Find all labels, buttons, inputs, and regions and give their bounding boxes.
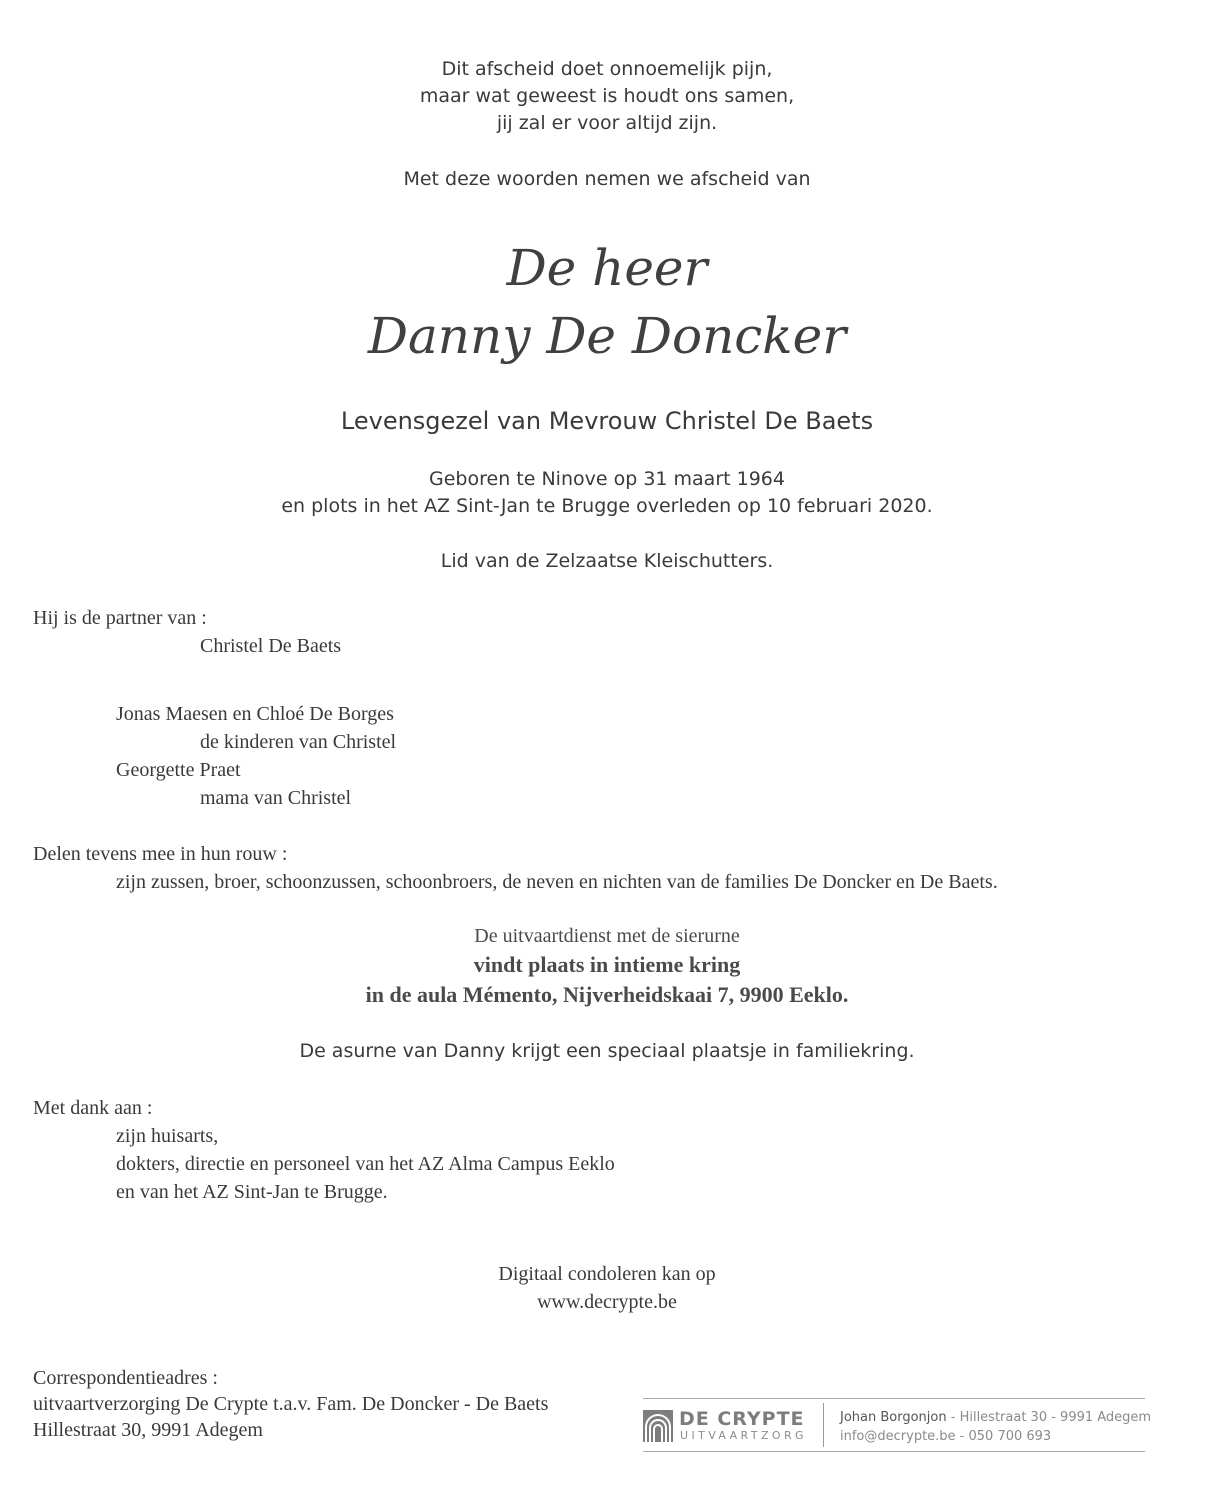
de-crypte-logo bbox=[643, 1408, 813, 1444]
family-member-relation: de kinderen van Christel bbox=[200, 731, 397, 753]
contact-address: - Hillestraat 30 - 9991 Adegem bbox=[946, 1410, 1152, 1425]
birth-death-info bbox=[0, 466, 1214, 520]
partner-subtitle: Levensgezel van Mevrouw Christel De Baets bbox=[340, 407, 874, 435]
correspondence-label: Correspondentieadres : bbox=[33, 1367, 218, 1389]
logo-name: DE CRYPTE bbox=[679, 1408, 805, 1430]
intro-verse-line-3: jij zal er voor altijd zijn. bbox=[496, 112, 718, 134]
thanks-line: zijn huisarts, bbox=[116, 1125, 219, 1147]
deceased-title: De heer bbox=[506, 239, 708, 297]
intro-verse bbox=[0, 56, 1214, 137]
service-info bbox=[0, 922, 1214, 1010]
farewell-lead: Met deze woorden nemen we afscheid van bbox=[403, 168, 811, 190]
partner-name: Christel De Baets bbox=[200, 635, 342, 657]
deceased-name-block bbox=[0, 234, 1214, 370]
family-member-name: Jonas Maesen en Chloé De Borges bbox=[116, 703, 394, 725]
footer-divider bbox=[823, 1403, 824, 1447]
thanks-label: Met dank aan : bbox=[33, 1097, 153, 1119]
partner-label: Hij is de partner van : bbox=[33, 607, 207, 629]
service-line-1: vindt plaats in intieme kring bbox=[473, 952, 741, 977]
mourning-text: zijn zussen, broer, schoonzussen, schoonbroers, de neven en nichten van de families De Doncker en De Baets. bbox=[116, 871, 998, 893]
family-member-name: Georgette Praet bbox=[116, 759, 241, 781]
family-member-relation: mama van Christel bbox=[200, 787, 352, 809]
logo-subtitle: UITVAARTZORG bbox=[680, 1429, 807, 1442]
deceased-name: Danny De Doncker bbox=[367, 307, 847, 365]
mourning-label: Delen tevens mee in hun rouw : bbox=[33, 843, 288, 865]
thanks-line: dokters, directie en personeel van het AZ Alma Campus Eeklo bbox=[116, 1153, 615, 1175]
intro-verse-line-1: Dit afscheid doet onnoemelijk pijn, bbox=[441, 58, 773, 80]
thanks-line: en van het AZ Sint-Jan te Brugge. bbox=[116, 1181, 388, 1203]
membership-note: Lid van de Zelzaatse Kleischutters. bbox=[440, 550, 774, 572]
contact-person: Johan Borgonjon bbox=[840, 1410, 947, 1425]
condolence-url-link[interactable]: www.decrypte.be bbox=[537, 1291, 677, 1313]
condolence-info bbox=[0, 1260, 1214, 1316]
footer-contact-line-1 bbox=[840, 1408, 1151, 1427]
footer-contact-line-2: info@decrypte.be - 050 700 693 bbox=[840, 1429, 1052, 1444]
birth-line: Geboren te Ninove op 31 maart 1964 bbox=[429, 468, 785, 490]
crypt-arch-icon bbox=[643, 1410, 673, 1442]
condolence-text: Digitaal condoleren kan op bbox=[498, 1263, 716, 1285]
correspondence-line-2: Hillestraat 30, 9991 Adegem bbox=[33, 1419, 263, 1441]
service-intro: De uitvaartdienst met de sierurne bbox=[474, 925, 740, 947]
service-location: in de aula Mémento, Nijverheidskaai 7, 9900 Eeklo. bbox=[365, 982, 849, 1007]
death-line: en plots in het AZ Sint-Jan te Brugge overleden op 10 februari 2020. bbox=[281, 495, 933, 517]
correspondence-line-1: uitvaartverzorging De Crypte t.a.v. Fam. De Doncker - De Baets bbox=[33, 1393, 549, 1415]
urn-note: De asurne van Danny krijgt een speciaal plaatsje in familiekring. bbox=[299, 1040, 915, 1062]
intro-verse-line-2: maar wat geweest is houdt ons samen, bbox=[419, 85, 795, 107]
funeral-home-footer bbox=[643, 1398, 1152, 1452]
footer-contact bbox=[840, 1408, 1151, 1446]
